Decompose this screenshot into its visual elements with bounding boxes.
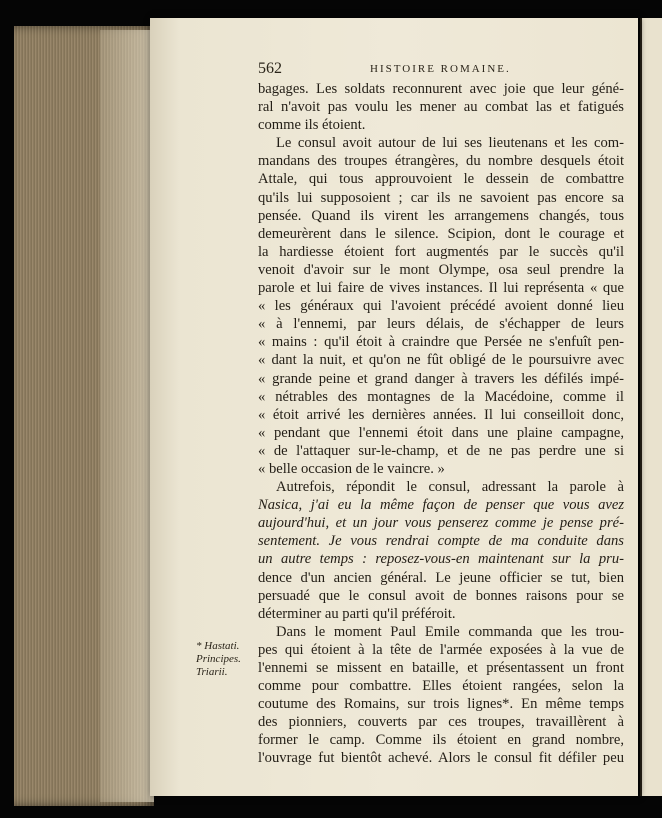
text-line: Dans le moment Paul Emile commanda que les trou- [276,623,624,640]
footnote-line: * Hastati. [196,640,240,652]
text-line: l'ouvrage fut bientôt achevé. Alors le consul fit défiler peu [258,750,624,767]
text-line: parole et lui faire de vives instances. Il lui représenta « que [258,280,624,297]
text-line: comme pour combattre. Elles étoient rangées, selon la [258,678,624,695]
text-line: venoit d'avoir sur le mont Olympe, osa seul prendre la [258,261,624,278]
text-line: « pendant que l'ennemi étoit dans une plaine campagne, [258,424,624,441]
text-line: dence d'un ancien général. Le jeune officier se tut, bien [258,569,624,586]
text-line: comme ils étoient. [258,117,366,134]
text-line: pes qui étoient à la tête de l'armée exposées à la vue de [258,641,624,658]
text-line: « les généraux qui l'avoient précédé avoient donné lieu [258,298,624,315]
text-line: pensée. Quand ils virent les arrangemens changés, tous [258,207,624,224]
running-title: HISTOIRE ROMAINE. [370,63,511,75]
book-page-edges-highlight [100,30,154,802]
text-line: demeurèrent dans le silence. Scipion, dont le courage et [258,225,624,242]
text-line: « à l'ennemi, par leurs délais, de s'échapper de leurs [258,316,624,333]
page-number: 562 [258,60,282,77]
text-line: Attale, qui tous approuvoient le dessein de combattre [258,171,624,188]
text-line: mandans des troupes étrangères, du nombre desquels étoit [258,153,624,170]
text-line: la hardiesse étoient fort augmentés par le succès qu'il [258,243,624,260]
text-line-italic: sentement. Je vous rendrai compte de ma conduite dans [258,533,624,550]
text-line: coutume des Romains, sur trois lignes*. En même temps [258,696,624,713]
body-text [258,80,624,768]
text-line: former le camp. Comme ils étoient en grand nombre, [258,732,624,749]
text-line: l'ennemi se missent en bataille, et présentassent un front [258,660,624,676]
text-line: qu'ils lui supposoient ; car ils ne savoient pas encore sa [258,189,624,206]
text-line: « nétrables des montagnes de la Macédoine, comme il [258,388,624,405]
text-line: « dant la nuit, et qu'on ne fût obligé de le poursuivre avec [258,352,624,369]
text-line: « étoit arrivé les dernières années. Il lui conseilloit donc, [258,406,624,423]
text-line: ral n'avoit pas voulu les mener au combat las et fatigués [258,99,624,116]
text-line-italic: aujourd'hui, et un jour vous penserez comme je pense pré- [258,515,624,532]
text-line: persuadé que le consul avoit de bonnes raisons pour se [258,587,624,604]
text-line: des pionniers, couverts par ces troupes, travaillèrent à [258,714,624,731]
text-line-italic: un autre temps : reposez-vous-en maintenant sur la pru- [258,551,624,568]
footnote-line: Triarii. [196,666,228,678]
text-line: Autrefois, répondit le consul, adressant la parole à [276,479,624,496]
facing-page-edge [640,18,662,796]
page-header [258,60,628,80]
text-line: bagages. Les soldats reconnurent avec joie que leur géné- [258,81,624,97]
text-line: déterminer au parti qu'il préféroit. [258,605,456,622]
text-line-italic: Nasica, j'ai eu la même façon de penser que vous avez [258,497,624,514]
text-line: « mains : qu'il étoit à craindre que Persée ne s'enfuît pen- [258,334,624,351]
text-line: Le consul avoit autour de lui ses lieutenans et les com- [276,135,624,152]
text-line: « grande peine et grand danger à travers les défilés impé- [258,370,624,387]
text-line: « belle occasion de le vaincre. » [258,460,445,477]
text-line: « de l'attaquer sur-le-champ, et de ne pas perdre une si [258,442,624,459]
margin-footnote [196,640,256,679]
footnote-line: Principes. [196,653,241,665]
